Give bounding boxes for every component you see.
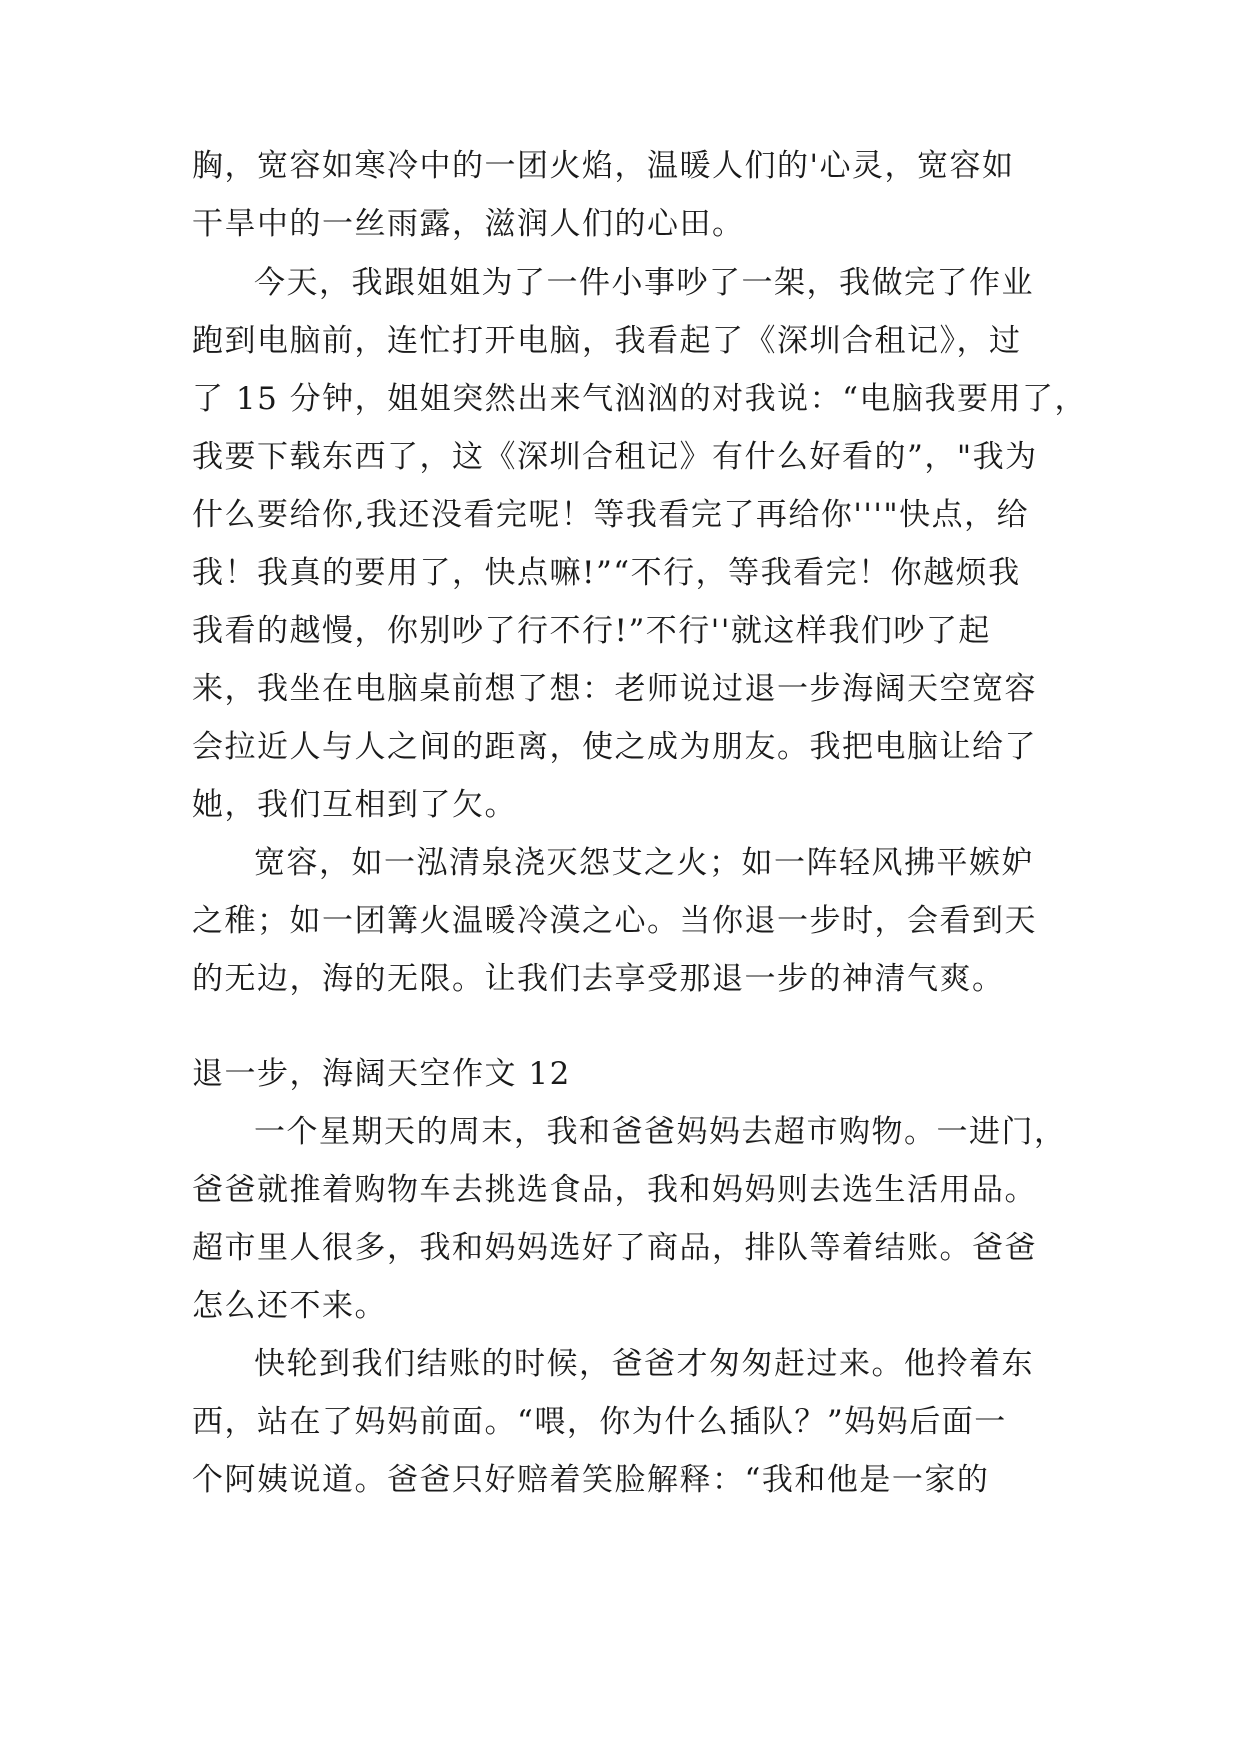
essay-line: 会拉近人与人之间的距离，使之成为朋友。我把电脑让给了 [192, 729, 1037, 765]
essay-line: 干旱中的一丝雨露，滋润人们的心田。 [192, 206, 745, 242]
essay-line: 胸，宽容如寒冷中的一团火焰，温暖人们的'心灵，宽容如 [192, 148, 1015, 184]
essay-line: 什么要给你,我还没看完呢！等我看完了再给你'''"快点，给 [192, 497, 1030, 533]
essay-line: 爸爸就推着购物车去挑选食品，我和妈妈则去选生活用品。 [192, 1172, 1037, 1208]
essay-line: 的无边，海的无限。让我们去享受那退一步的神清气爽。 [192, 961, 1005, 997]
paragraph-start-line: 一个星期天的周末，我和爸爸妈妈去超市购物。一进门， [254, 1114, 1067, 1150]
essay-line: 我看的越慢，你别吵了行不行!”不行''就这样我们吵了起 [192, 613, 991, 649]
essay-line: 我要下载东西了，这《深圳合租记》有什么好看的”，"我为 [192, 439, 1038, 475]
essay-line: 来，我坐在电脑桌前想了想：老师说过退一步海阔天空宽容 [192, 671, 1037, 707]
essay-line: 我！我真的要用了，快点嘛!”“不行，等我看完！你越烦我 [192, 555, 1021, 591]
essay-line: 她，我们互相到了欠。 [192, 787, 517, 823]
essay-line: 怎么还不来。 [192, 1288, 387, 1324]
essay-line: 了 15 分钟，姐姐突然出来气汹汹的对我说：“电脑我要用了， [192, 381, 1087, 417]
paragraph-start-line: 今天，我跟姐姐为了一件小事吵了一架，我做完了作业 [254, 265, 1034, 301]
essay-line: 西，站在了妈妈前面。“喂，你为什么插队？”妈妈后面一 [192, 1404, 1007, 1440]
essay-line: 之稚；如一团篝火温暖冷漠之心。当你退一步时，会看到天 [192, 903, 1037, 939]
essay-line: 跑到电脑前，连忙打开电脑，我看起了《深圳合租记》，过 [192, 323, 1022, 359]
essay-line: 个阿姨说道。爸爸只好赔着笑脸解释：“我和他是一家的 [192, 1462, 990, 1498]
paragraph-start-line: 快轮到我们结账的时候，爸爸才匆匆赶过来。他拎着东 [254, 1346, 1034, 1382]
essay-line: 超市里人很多，我和妈妈选好了商品，排队等着结账。爸爸 [192, 1230, 1037, 1266]
paragraph-start-line: 宽容，如一泓清泉浇灭怨艾之火；如一阵轻风拂平嫉妒 [254, 845, 1034, 881]
section-heading: 退一步，海阔天空作文 12 [192, 1056, 571, 1092]
